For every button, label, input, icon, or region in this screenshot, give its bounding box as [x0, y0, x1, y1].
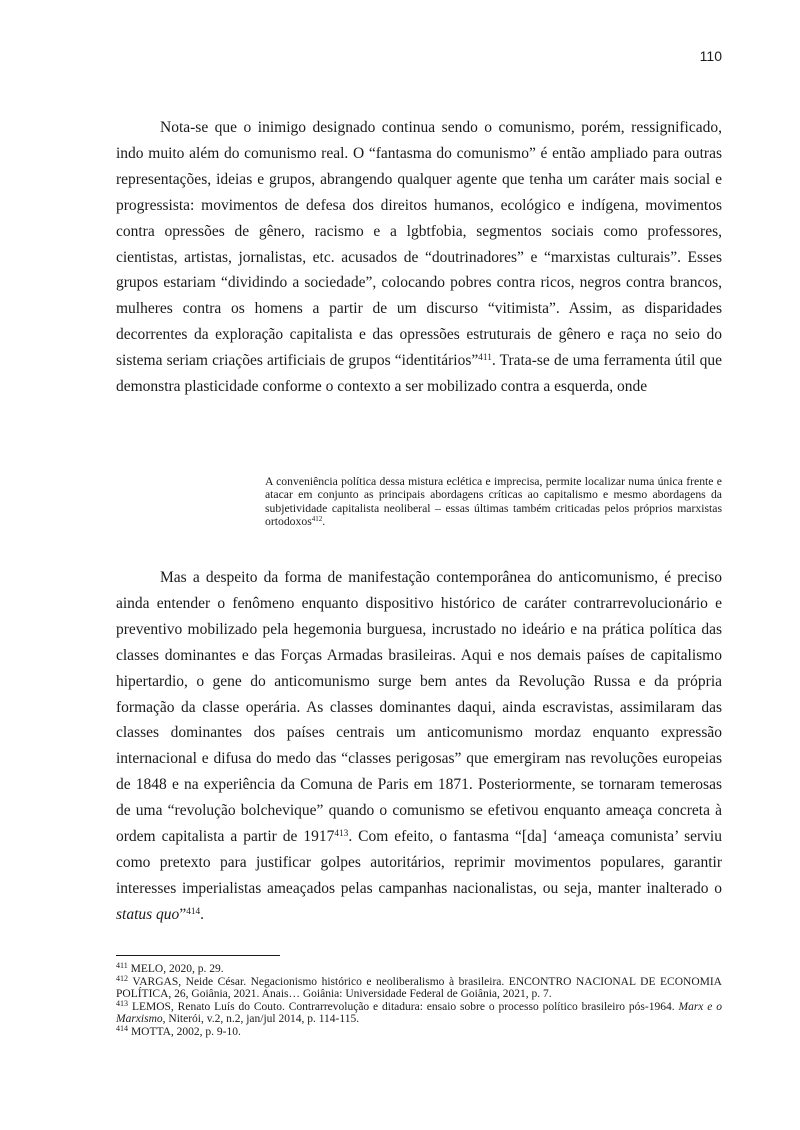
- paragraph-2-closing-quote: ”: [179, 905, 187, 923]
- footnote-413: [116, 998, 723, 1026]
- block-quotation: [265, 475, 722, 529]
- footnote-414: [116, 1023, 722, 1039]
- body-paragraph-1: [116, 115, 722, 400]
- block-quotation-end: .: [322, 515, 326, 529]
- footnote-text-cont: , Niterói, v.2, n.2, jan/jul 2014, p. 114-115.: [162, 1013, 360, 1026]
- paragraph-1-text-a: Nota-se que o inimigo designado continua sendo o comunismo, porém, ressignificado, indo muito além do comunismo real. O “fantasma do comunismo” é então ampliado para outras representações, ideias e grupos, abrangendo qualquer agente que tenha um caráter mais social e progressista: movimentos de defesa dos direitos humanos, ecológico e indígena, movimentos contra opressões de gênero, racismo e a lgbtfobia, segmentos sociais como professores, cientistas, artistas, jornalistas, etc. acusados de “doutrinadores” e “marxistas culturais”. Esses grupos estariam “dividindo a sociedade”, colocando pobres contra ricos, negros contra brancos, mulheres contra os homens a partir de um discurso “vitimista”. Assim, as disparidades decorrentes da exploração capitalista e das opressões estruturais de gênero e raça no seio do sistema seriam criações artificiais de grupos “identitários”: [116, 119, 722, 370]
- paragraph-2-text-b: . Com efeito, o fantasma “[da] ‘ameaça comunista’ serviu como pretexto para justificar golpes autoritários, reprimir movimentos populares, garantir interesses imperialistas ameaçados pelas campanhas nacionalistas, ou seja, manter inalterado o: [116, 828, 722, 897]
- footnote-text: MOTTA, 2002, p. 9-10.: [128, 1025, 241, 1038]
- journal-title-italic: Marx e o Marxismo: [116, 1000, 723, 1026]
- footnote-ref-414[interactable]: 414: [186, 906, 201, 917]
- paragraph-1-text-b: . Trata-se de uma ferramenta útil que demonstra plasticidade conforme o contexto a ser mobilizado contra a esquerda, onde: [116, 352, 722, 396]
- footnote-number: 412: [116, 973, 129, 983]
- footnote-number: 413: [116, 998, 129, 1008]
- footnote-ref-413[interactable]: 413: [334, 828, 349, 839]
- footnote-text: MELO, 2020, p. 29.: [127, 963, 224, 975]
- footnote-412: [116, 973, 722, 1001]
- footnote-ref-412[interactable]: 412: [311, 515, 323, 524]
- footnote-text: VARGAS, Neide César. Negacionismo histórico e neoliberalismo à brasileira. ENCONTRO NACIONAL DE ECONOMIA POLÍTICA, 26, Goiânia, 2021. Anais… Goiânia: Universidade Federal de Goiânia, 2021, p. 7.: [116, 975, 722, 1001]
- page-number: 110: [699, 48, 722, 64]
- paragraph-2-text-a: Mas a despeito da forma de manifestação contemporânea do anticomunismo, é preciso ainda entender o fenômeno enquanto dispositivo histórico de caráter contrarrevolucionário e preventivo mobilizado pela hegemonia burguesa, incrustado no ideário e na prática política das classes dominantes e das Forças Armadas brasileiras. Aqui e nos demais países de capitalismo hipertardio, o gene do anticomunismo surge bem antes da Revolução Russa e da própria formação da classe operária. As classes dominantes daqui, ainda escravistas, assimilaram das classes dominantes dos países centrais um anticomunismo mordaz enquanto expressão internacional e difusa do medo das “classes perigosas” que emergiram nas revoluções europeias de 1848 e na experiência da Comuna de Paris em 1871. Posteriormente, se tornaram temerosas de uma “revolução bolchevique” quando o comunismo se efetivou enquanto ameaça concreta à ordem capitalista a partir de 1917: [116, 569, 722, 846]
- paragraph-2-end: .: [200, 905, 205, 923]
- body-paragraph-2: [116, 565, 722, 928]
- footnote-411: [116, 960, 722, 976]
- footnote-number: 411: [116, 960, 128, 970]
- footnote-number: 414: [116, 1023, 129, 1033]
- footnotes: [116, 960, 723, 1039]
- footnote-text: LEMOS, Renato Luís do Couto. Contrarrevolução e ditadura: ensaio sobre o processo político brasileiro pós-1964.: [128, 1000, 679, 1013]
- footnote-ref-411[interactable]: 411: [478, 353, 492, 364]
- status-quo-italic: status quo: [116, 905, 180, 923]
- block-quotation-text: A conveniência política dessa mistura eclética e imprecisa, permite localizar numa única frente e atacar em conjunto as principais abordagens críticas ao capitalismo e mesmo abordagens da subjetividade capitalista neoliberal – essas últimas também criticadas pelos próprios marxistas ortodoxos: [265, 475, 722, 529]
- footnote-separator: [116, 955, 280, 956]
